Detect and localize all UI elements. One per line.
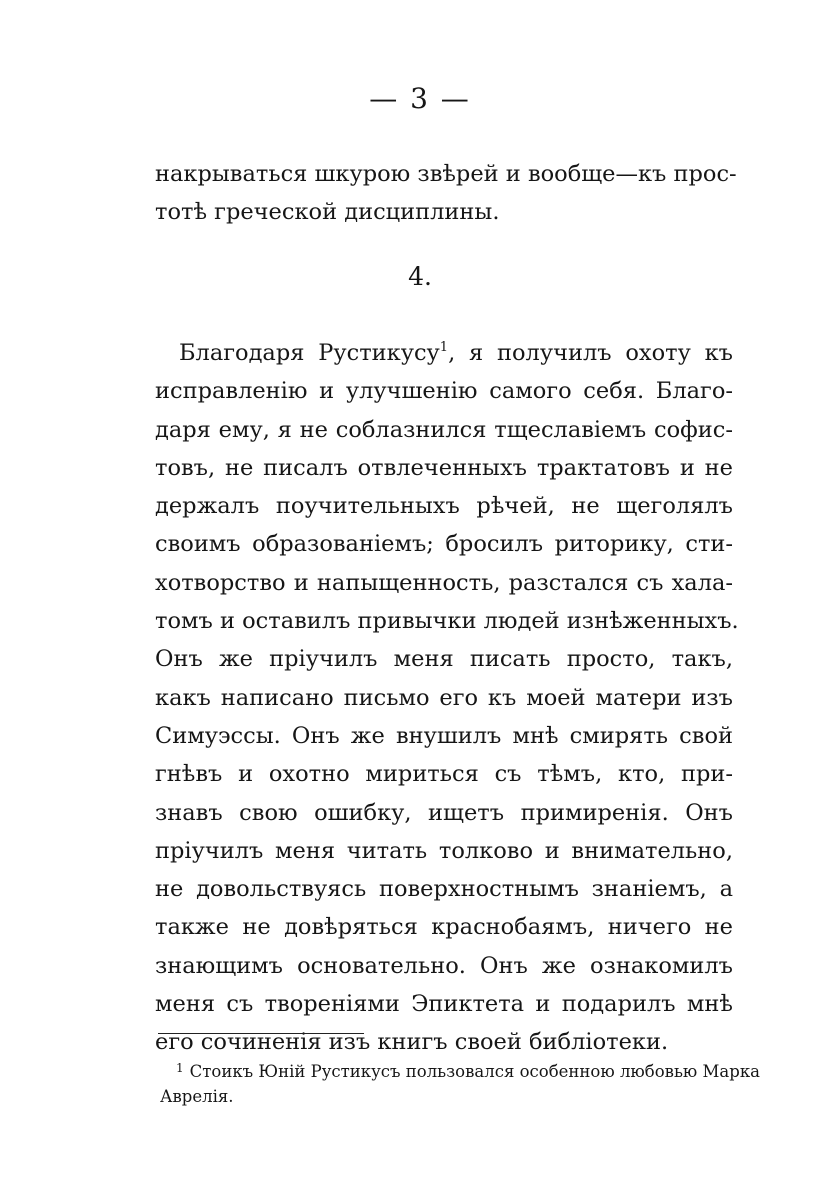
text-line: также не довѣряться краснобаямъ, ничего не [155,914,733,941]
text-line: товъ, не писалъ отвлеченныхъ трактатовъ и не [155,454,733,481]
text-line: держалъ поучительныхъ рѣчей, не щеголялъ [155,493,733,520]
line-start: Благодаря Рустикусу [179,340,440,366]
text-line: накрываться шкурою звѣрей и вообще—къ прос- [155,161,737,187]
text-line: пріучилъ меня читать толково и внимательно, [155,837,733,864]
footnote-text: Стоикъ Юній Рустикусъ пользовался особенною любовью Марка [189,1062,760,1081]
text-line: тотѣ греческой дисциплины. [155,199,500,226]
text-line: Симуэссы. Онъ же внушилъ мнѣ смирять свой [155,722,733,749]
footnote-reference: 1 [439,340,449,355]
text-line: томъ и оставилъ привычки людей изнѣженныхъ. [155,608,739,635]
text-line: исправленію и улучшенію самого себя. Благо- [155,378,733,405]
footnote [160,1059,760,1109]
text-line [155,334,733,372]
footnote-mark: 1 [176,1061,184,1075]
text-line: даря ему, я не соблазнился тщеславіемъ софис- [155,416,733,443]
line-end: , я получилъ охоту къ [448,340,733,366]
text-line: Онъ же пріучилъ меня писать просто, такъ, [155,646,733,673]
text-line: знающимъ основательно. Онъ же ознакомилъ [155,952,733,979]
text-line: не довольствуясь поверхностнымъ знаніемъ, а [155,876,733,903]
section-paragraph [155,334,739,1062]
section-number: 4. [408,262,432,291]
text-line: знавъ свою ошибку, ищетъ примиренія. Онъ [155,799,733,826]
footnote-line [160,1059,760,1084]
text-line: какъ написано письмо его къ моей матери изъ [155,684,733,711]
text-line: гнѣвъ и охотно мириться съ тѣмъ, кто, при- [155,761,733,788]
footnote-divider [158,1033,364,1034]
text-line: его сочиненія изъ книгъ своей библіотеки. [155,1029,669,1056]
text-line: хотворство и напыщенность, разстался съ хала- [155,569,733,596]
footnote-line: Аврелія. [160,1087,234,1106]
intro-paragraph [155,155,737,232]
text-line: своимъ образованіемъ; бросилъ риторику, сти- [155,531,733,558]
text-line: меня съ твореніями Эпиктета и подарилъ мнѣ [155,991,733,1018]
page-number: — 3 — [369,82,471,115]
